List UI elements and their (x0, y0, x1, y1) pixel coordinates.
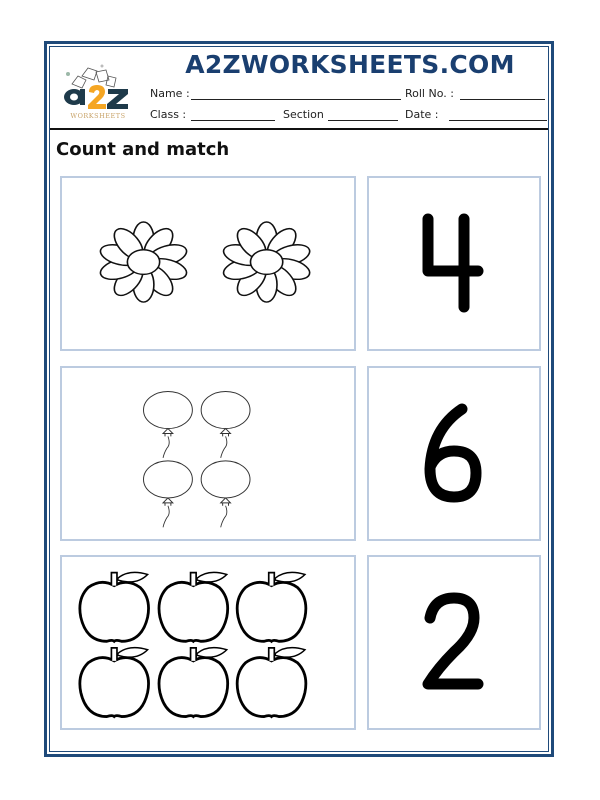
class-field[interactable] (150, 108, 275, 121)
number-2 (369, 557, 539, 728)
name-label: Name : (150, 87, 190, 100)
digit-4-glyph (414, 209, 494, 319)
name-field[interactable] (150, 87, 401, 100)
number-box-1[interactable] (367, 176, 541, 351)
class-label: Class : (150, 108, 187, 121)
section-label: Section (283, 108, 324, 121)
digit-2-glyph (414, 588, 494, 698)
a2z-logo (58, 62, 138, 120)
section-field[interactable] (283, 108, 398, 121)
svg-text:WORKSHEETS: WORKSHEETS (70, 112, 126, 120)
class-blank[interactable] (191, 110, 275, 121)
number-box-3[interactable] (367, 555, 541, 730)
picture-box-apples[interactable] (60, 555, 356, 730)
instruction-heading: Count and match (56, 139, 230, 160)
header-divider (50, 128, 548, 130)
roll-blank[interactable] (460, 89, 545, 100)
picture-box-balloons[interactable] (60, 366, 356, 541)
name-blank[interactable] (191, 89, 401, 100)
picture-box-flowers[interactable] (60, 176, 356, 351)
number-4 (369, 178, 539, 349)
digit-6-glyph (414, 399, 494, 509)
balloon-icons (62, 368, 354, 539)
number-6 (369, 368, 539, 539)
flower-icons (62, 178, 354, 349)
section-blank[interactable] (328, 110, 398, 121)
site-title: A2ZWORKSHEETS.COM (185, 50, 515, 79)
logo-icon (58, 62, 138, 120)
date-label: Date : (405, 108, 439, 121)
roll-label: Roll No. : (405, 87, 454, 100)
date-field[interactable] (405, 108, 547, 121)
apple-icons (62, 557, 354, 728)
roll-field[interactable] (405, 87, 545, 100)
number-box-2[interactable] (367, 366, 541, 541)
date-blank[interactable] (449, 110, 547, 121)
